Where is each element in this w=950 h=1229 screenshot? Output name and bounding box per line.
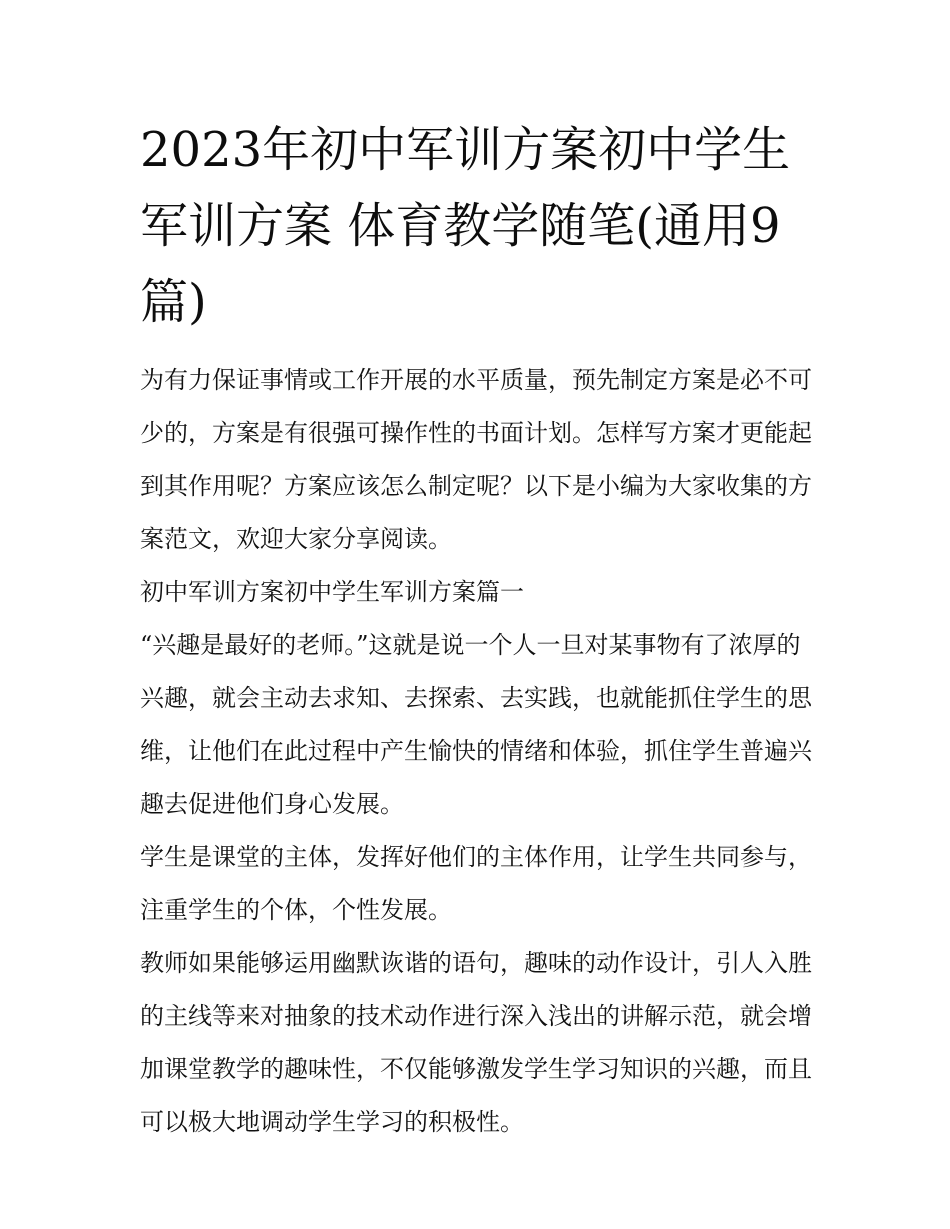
document-title: 2023年初中军训方案初中学生军训方案 体育教学随笔(通用9篇) [140, 122, 791, 330]
paragraph-teacher: 教师如果能够运用幽默诙谐的语句，趣味的动作设计，引人入胜的主线等来对抽象的技术动作进行深入浅出的讲解示范，就会增加课堂教学的趣味性，不仅能够激发学生学习知识的兴趣，而且可以极大地调动学生学习的积极性。 [140, 949, 812, 1136]
document-body [140, 354, 820, 1149]
section-heading: 初中军训方案初中学生军训方案篇一 [140, 578, 524, 606]
paragraph-interest: “兴趣是最好的老师。”这就是说一个人一旦对某事物有了浓厚的兴趣，就会主动去求知、去探索、去实践，也就能抓住学生的思维，让他们在此过程中产生愉快的情绪和体验，抓住学生普遍兴趣去促进他们身心发展。 [140, 631, 812, 818]
paragraph-intro: 为有力保证事情或工作开展的水平质量，预先制定方案是必不可少的，方案是有很强可操作性的书面计划。怎样写方案才更能起到其作用呢？方案应该怎么制定呢？以下是小编为大家收集的方案范文，欢迎大家分享阅读。 [140, 366, 812, 553]
paragraph-student-subject: 学生是课堂的主体，发挥好他们的主体作用，让学生共同参与，注重学生的个体，个性发展。 [140, 843, 812, 924]
